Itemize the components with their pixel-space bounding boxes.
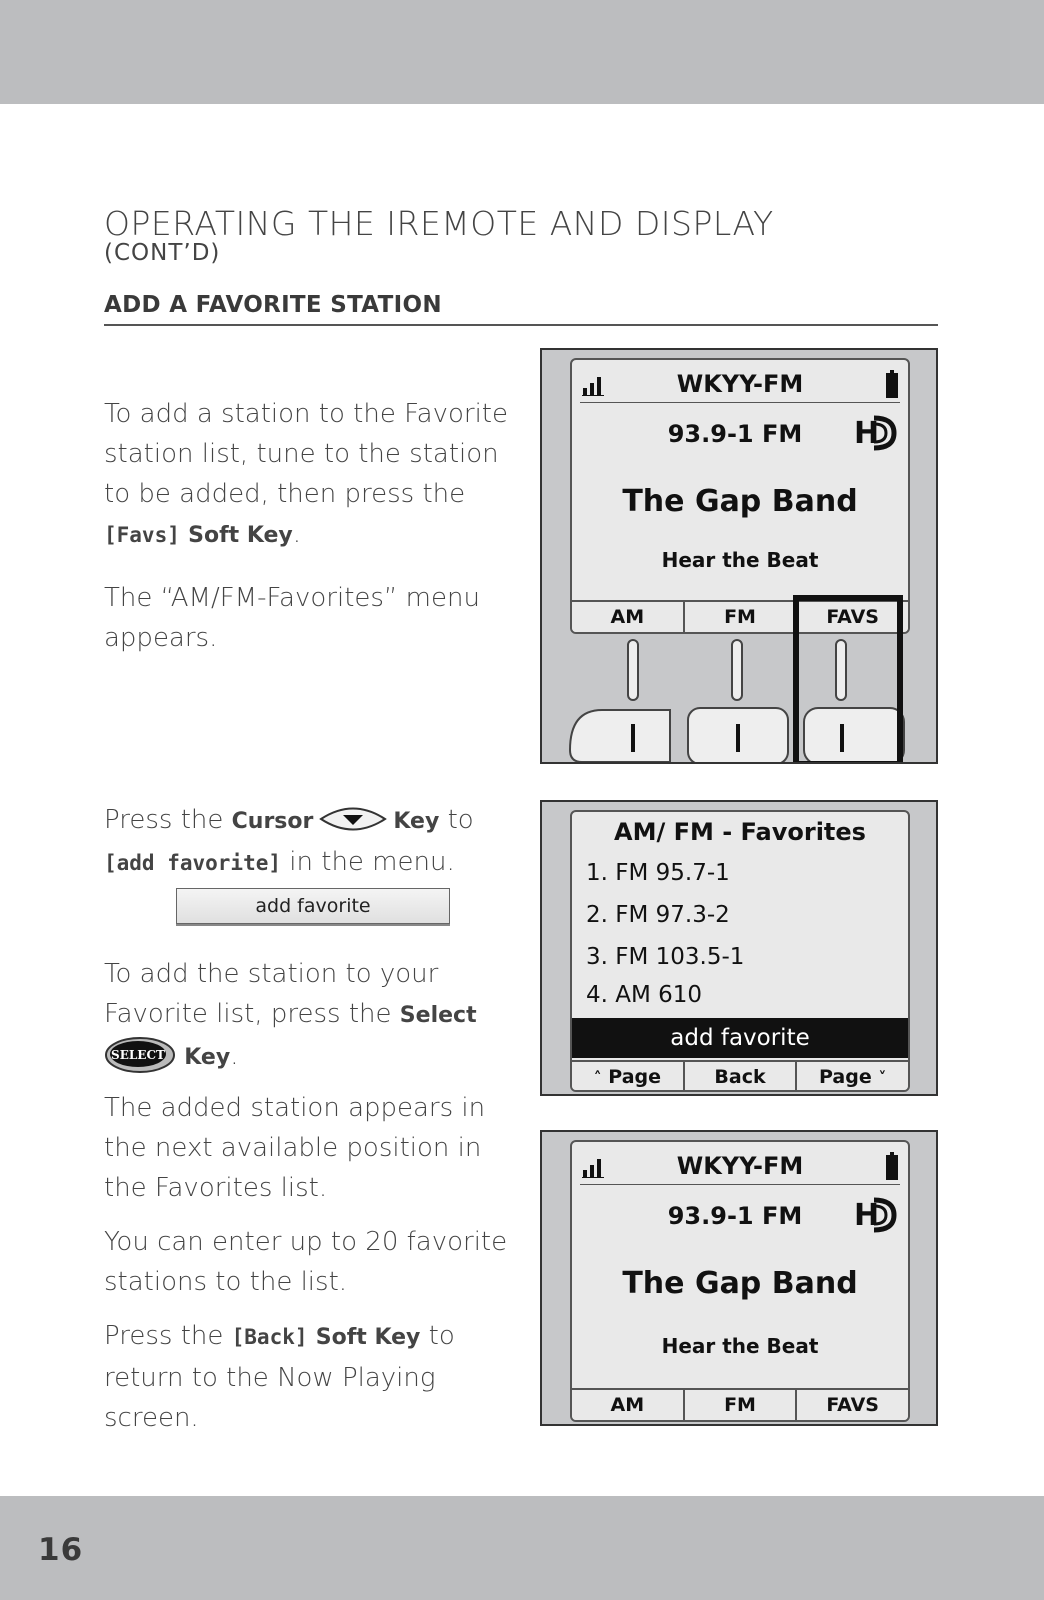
select-key-text: SELECT (111, 1048, 165, 1062)
instruction-text: Press the (104, 805, 224, 835)
instruction-end: . (230, 1041, 239, 1071)
song-title: Hear the Beat (661, 548, 819, 572)
favorite-item[interactable]: 4. AM 610 (586, 982, 703, 1008)
instruction-limit: You can enter up to 20 favorite stations to the list. (104, 1227, 508, 1297)
artist-name: The Gap Band (622, 484, 858, 519)
battery-icon (886, 1152, 898, 1180)
song-title: Hear the Beat (661, 1334, 819, 1358)
softkey-favs[interactable]: FAVS (826, 1394, 879, 1416)
select-key-icon (104, 1036, 176, 1074)
svg-text:H: H (854, 1198, 880, 1233)
instruction-text: To add a station to the Favorite station list, tune to the station to be added, then press the (104, 399, 508, 509)
softkey-am[interactable]: AM (572, 602, 685, 632)
section-heading: ADD A FAVORITE STATION (104, 292, 442, 318)
page-subtitle: (CONT’D) (104, 240, 221, 266)
softkey-page-down[interactable] (797, 1062, 908, 1092)
select-label: Select (399, 1003, 477, 1028)
add-favorite-menu-item: add favorite (176, 888, 450, 924)
instruction-text: to (447, 805, 474, 835)
instruction-text: Press the (104, 1321, 224, 1351)
instruction-text: To add the station to your Favorite list, press the (104, 959, 439, 1029)
chevron-up-icon: ˄ (593, 1068, 602, 1087)
back-key-label: [Back] (231, 1325, 308, 1349)
instruction-added: The added station appears in the next available position in the Favorites list. (104, 1093, 486, 1203)
add-favorite-selected-item[interactable]: add favorite (572, 1018, 908, 1058)
instruction-back (104, 1316, 524, 1438)
lcd-screen (570, 810, 910, 1092)
softkey-bar (572, 1060, 908, 1092)
hardware-softkeys (542, 350, 938, 764)
softkey-favs[interactable]: FAVS (826, 606, 879, 628)
header-rule (580, 1184, 900, 1185)
svg-text:H: H (854, 416, 880, 451)
instruction-select (104, 954, 524, 1078)
instruction-menu-appears: The “AM/FM-Favorites” menu appears. (104, 583, 480, 653)
softkey-fm[interactable]: FM (685, 1390, 798, 1422)
softkey-am[interactable]: AM (572, 1390, 685, 1422)
instruction-text: in the menu. (289, 847, 455, 877)
station-name: WKYY-FM (676, 1152, 804, 1180)
bottom-band (0, 1496, 1044, 1600)
instruction-text: to return to the Now Playing screen. (104, 1321, 455, 1433)
instruction-end: . (292, 519, 302, 549)
soft-key-label: Soft Key (188, 523, 293, 548)
favs-key-label: [Favs] (104, 523, 180, 547)
remote-display-now-playing-return (540, 1130, 938, 1426)
cursor-down-key-icon (317, 804, 389, 834)
cursor-label: Cursor (231, 809, 314, 834)
softkey-bar (572, 1388, 908, 1422)
top-band (0, 0, 1044, 104)
page-title: OPERATING THE IREMOTE AND DISPLAY (104, 204, 774, 243)
key-label: Key (393, 809, 440, 834)
remote-display-favorites (540, 800, 938, 1096)
instruction-cursor (104, 800, 524, 883)
softkey-fm[interactable]: FM (685, 602, 798, 632)
artist-name: The Gap Band (622, 1266, 858, 1301)
favorite-item[interactable]: 3. FM 103.5-1 (586, 944, 745, 970)
instruction-favs (104, 394, 524, 556)
key-label: Key (184, 1045, 231, 1070)
lcd-screen (570, 1140, 910, 1422)
section-divider (104, 324, 938, 326)
remote-display-now-playing (540, 348, 938, 764)
softkey-page-up[interactable] (572, 1062, 685, 1092)
softkey-label: Page (608, 1066, 662, 1088)
favorite-item[interactable]: 1. FM 95.7-1 (586, 860, 730, 886)
hd-radio-icon (854, 1192, 900, 1238)
menu-title: AM/ FM - Favorites (614, 818, 866, 846)
chevron-down-icon: ˅ (878, 1068, 887, 1087)
add-favorite-label: [add favorite] (104, 851, 282, 875)
softkey-back[interactable]: Back (685, 1062, 798, 1092)
page-number: 16 (38, 1532, 84, 1568)
station-frequency: 93.9-1 FM (667, 1202, 803, 1230)
station-name: WKYY-FM (676, 370, 804, 398)
soft-key-label: Soft Key (315, 1325, 421, 1350)
favorite-item[interactable]: 2. FM 97.3-2 (586, 902, 730, 928)
softkey-label: Page (819, 1066, 872, 1088)
station-frequency: 93.9-1 FM (667, 420, 803, 448)
